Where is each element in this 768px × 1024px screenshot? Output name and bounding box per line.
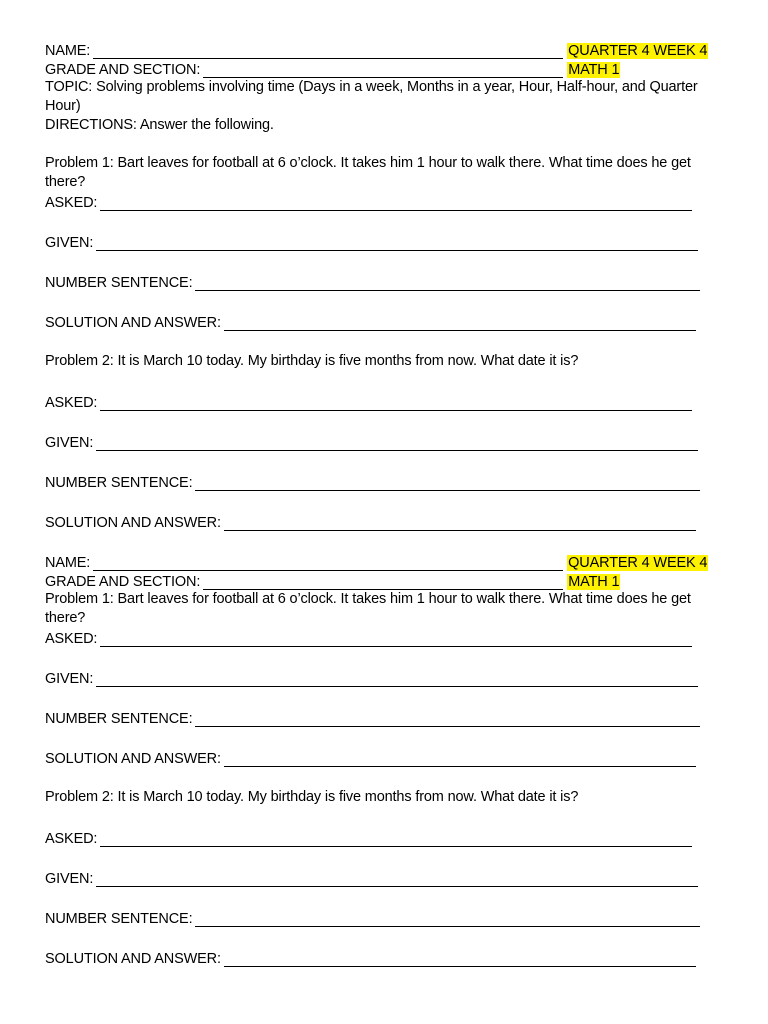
directions (45, 116, 715, 135)
problem-2-text: It is March 10 today. My birthday is five months from now. What date it is? (117, 789, 579, 805)
number-sentence-label: NUMBER SENTENCE: (45, 475, 193, 491)
problem-1 (45, 590, 715, 628)
number-sentence-blank[interactable] (195, 913, 700, 927)
given-row (45, 432, 715, 451)
given-label: GIVEN: (45, 435, 94, 451)
solution-blank[interactable] (224, 953, 696, 967)
problem-1-text: Bart leaves for football at 6 o’clock. It takes him 1 hour to walk there. What time does he get there? (45, 591, 691, 626)
problem-1-text: Bart leaves for football at 6 o’clock. It takes him 1 hour to walk there. What time does he get there? (45, 155, 691, 190)
name-row (45, 552, 715, 571)
subject-tag: MATH 1 (568, 574, 620, 590)
directions-label: DIRECTIONS: (45, 117, 137, 133)
number-sentence-row (45, 908, 715, 927)
number-sentence-label: NUMBER SENTENCE: (45, 711, 193, 727)
asked-label: ASKED: (45, 195, 98, 211)
topic-text: Solving problems involving time (Days in a week, Months in a year, Hour, Half-hour, and Quarter Hour) (45, 79, 698, 114)
solution-row (45, 748, 715, 767)
solution-row (45, 512, 715, 531)
solution-label: SOLUTION AND ANSWER: (45, 515, 221, 531)
asked-label: ASKED: (45, 631, 98, 647)
number-sentence-blank[interactable] (195, 477, 700, 491)
number-sentence-blank[interactable] (195, 277, 700, 291)
asked-blank[interactable] (100, 197, 692, 211)
given-blank[interactable] (96, 437, 698, 451)
number-sentence-row (45, 708, 715, 727)
given-label: GIVEN: (45, 235, 94, 251)
given-row (45, 868, 715, 887)
problem-2-label: Problem 2: (45, 353, 114, 369)
solution-label: SOLUTION AND ANSWER: (45, 951, 221, 967)
solution-row (45, 312, 715, 331)
number-sentence-row (45, 272, 715, 291)
given-blank[interactable] (96, 873, 698, 887)
number-sentence-blank[interactable] (195, 713, 700, 727)
given-label: GIVEN: (45, 871, 94, 887)
asked-blank[interactable] (100, 633, 692, 647)
solution-blank[interactable] (224, 517, 696, 531)
given-label: GIVEN: (45, 671, 94, 687)
problem-1 (45, 154, 715, 192)
given-row (45, 668, 715, 687)
asked-row (45, 192, 715, 211)
directions-text: Answer the following. (139, 117, 274, 133)
solution-row (45, 948, 715, 967)
given-blank[interactable] (96, 237, 698, 251)
number-sentence-row (45, 472, 715, 491)
given-blank[interactable] (96, 673, 698, 687)
name-row (45, 40, 715, 59)
name-blank[interactable] (93, 45, 563, 59)
asked-label: ASKED: (45, 831, 98, 847)
asked-row (45, 828, 715, 847)
quarter-tag: QUARTER 4 WEEK 4 (568, 43, 708, 59)
grade-label: GRADE AND SECTION: (45, 574, 201, 590)
subject-tag: MATH 1 (568, 62, 620, 78)
problem-2 (45, 788, 715, 807)
solution-blank[interactable] (224, 317, 696, 331)
name-label: NAME: (45, 555, 91, 571)
grade-row (45, 571, 715, 590)
name-label: NAME: (45, 43, 91, 59)
grade-row (45, 59, 715, 78)
solution-label: SOLUTION AND ANSWER: (45, 751, 221, 767)
problem-2 (45, 352, 715, 371)
problem-1-label: Problem 1: (45, 591, 114, 607)
problem-1-label: Problem 1: (45, 155, 114, 171)
number-sentence-label: NUMBER SENTENCE: (45, 275, 193, 291)
asked-blank[interactable] (100, 833, 692, 847)
solution-label: SOLUTION AND ANSWER: (45, 315, 221, 331)
asked-row (45, 392, 715, 411)
worksheet-page (45, 40, 715, 967)
grade-blank[interactable] (203, 576, 563, 590)
asked-row (45, 628, 715, 647)
topic (45, 78, 715, 116)
grade-label: GRADE AND SECTION: (45, 62, 201, 78)
given-row (45, 232, 715, 251)
topic-label: TOPIC: (45, 79, 93, 95)
asked-blank[interactable] (100, 397, 692, 411)
name-blank[interactable] (93, 557, 563, 571)
problem-2-text: It is March 10 today. My birthday is five months from now. What date it is? (117, 353, 579, 369)
grade-blank[interactable] (203, 64, 563, 78)
asked-label: ASKED: (45, 395, 98, 411)
quarter-tag: QUARTER 4 WEEK 4 (568, 555, 708, 571)
problem-2-label: Problem 2: (45, 789, 114, 805)
solution-blank[interactable] (224, 753, 696, 767)
number-sentence-label: NUMBER SENTENCE: (45, 911, 193, 927)
